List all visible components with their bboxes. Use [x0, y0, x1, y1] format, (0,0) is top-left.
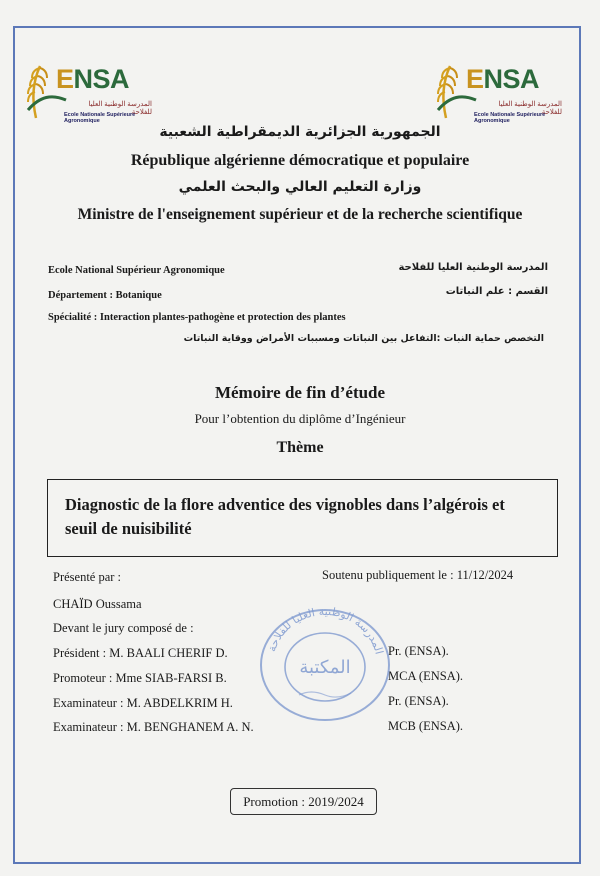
promotion-text: Promotion : 2019/2024	[243, 794, 364, 809]
logo-subtitle-fr: Ecole Nationale Supérieure Agronomique	[64, 112, 136, 124]
jury-member-role: Président : M. BAALI CHERIF D.	[53, 646, 228, 660]
ministry-fr: Ministre de l'enseignement supérieur et de la recherche scientifique	[77, 206, 523, 223]
republic-fr: République algérienne démocratique et populaire	[130, 152, 470, 169]
ensa-logo-left	[22, 60, 152, 126]
ministry-ar: وزارة التعليم العالي والبحث العلمي	[178, 179, 422, 195]
memoire-title: Mémoire de fin d’étude	[214, 383, 386, 402]
student-name: CHAÏD Oussama	[53, 597, 142, 611]
stamp-ring-text: المدرسة الوطنية العليا للفلاحة	[265, 604, 386, 656]
theme-box	[47, 479, 558, 557]
logo-subtitle-ar: المدرسة الوطنية العليا للفلاحة	[88, 100, 152, 116]
memoire-subtitle: Pour l’obtention du diplôme d’Ingénieur	[194, 411, 406, 426]
logo-text: ENSA	[466, 64, 540, 94]
logo-text: ENSA	[56, 64, 130, 94]
department-ar: القسم : علم النباتات	[445, 286, 548, 297]
theme-title-line1: Diagnostic de la flore adventice des vignobles dans l’algérois et	[65, 495, 505, 514]
speciality-ar: التخصص حماية النبات :التفاعل بين النباتات ومسببات الأمراض ووقاية النباتات	[183, 333, 544, 344]
republic-ar: الجمهورية الجزائرية الديمقراطية الشعبية	[159, 124, 441, 140]
logo-subtitle-fr: Ecole Nationale Supérieure Agronomique	[474, 112, 546, 124]
speciality-fr: Spécialité : Interaction plantes-pathogène et protection des plantes	[48, 312, 346, 323]
theme-title-line2: seuil de nuisibilité	[65, 519, 192, 538]
jury-member-rank: Pr. (ENSA).	[388, 694, 449, 708]
theme-label: Thème	[276, 439, 324, 456]
jury-member-role: Examinateur : M. BENGHANEM A. N.	[53, 720, 254, 734]
jury-member-rank: Pr. (ENSA).	[388, 644, 449, 658]
jury-label: Devant le jury composé de :	[53, 621, 194, 635]
jury-member-role: Examinateur : M. ABDELKRIM H.	[53, 696, 233, 710]
svg-text:المدرسة الوطنية العليا للفلاحة	[265, 605, 386, 656]
presented-by-label: Présenté par :	[53, 570, 122, 584]
ensa-logo-right	[432, 60, 562, 126]
library-stamp	[255, 603, 395, 721]
stamp-center-text: المكتبة	[299, 657, 351, 678]
defense-date: Soutenu publiquement le : 11/12/2024	[322, 568, 514, 582]
logo-subtitle-ar: المدرسة الوطنية العليا للفلاحة	[498, 100, 562, 116]
jury-member-role: Promoteur : Mme SIAB-FARSI B.	[53, 671, 227, 685]
promotion-box	[230, 788, 377, 815]
jury-member-rank: MCB (ENSA).	[388, 719, 464, 733]
jury-member-rank: MCA (ENSA).	[388, 669, 464, 683]
school-fr: Ecole National Supérieur Agronomique	[48, 265, 225, 276]
department-fr: Département : Botanique	[48, 290, 162, 301]
stamp-seal-icon	[255, 603, 395, 721]
school-ar: المدرسة الوطنية العليا للفلاحة	[398, 262, 548, 273]
